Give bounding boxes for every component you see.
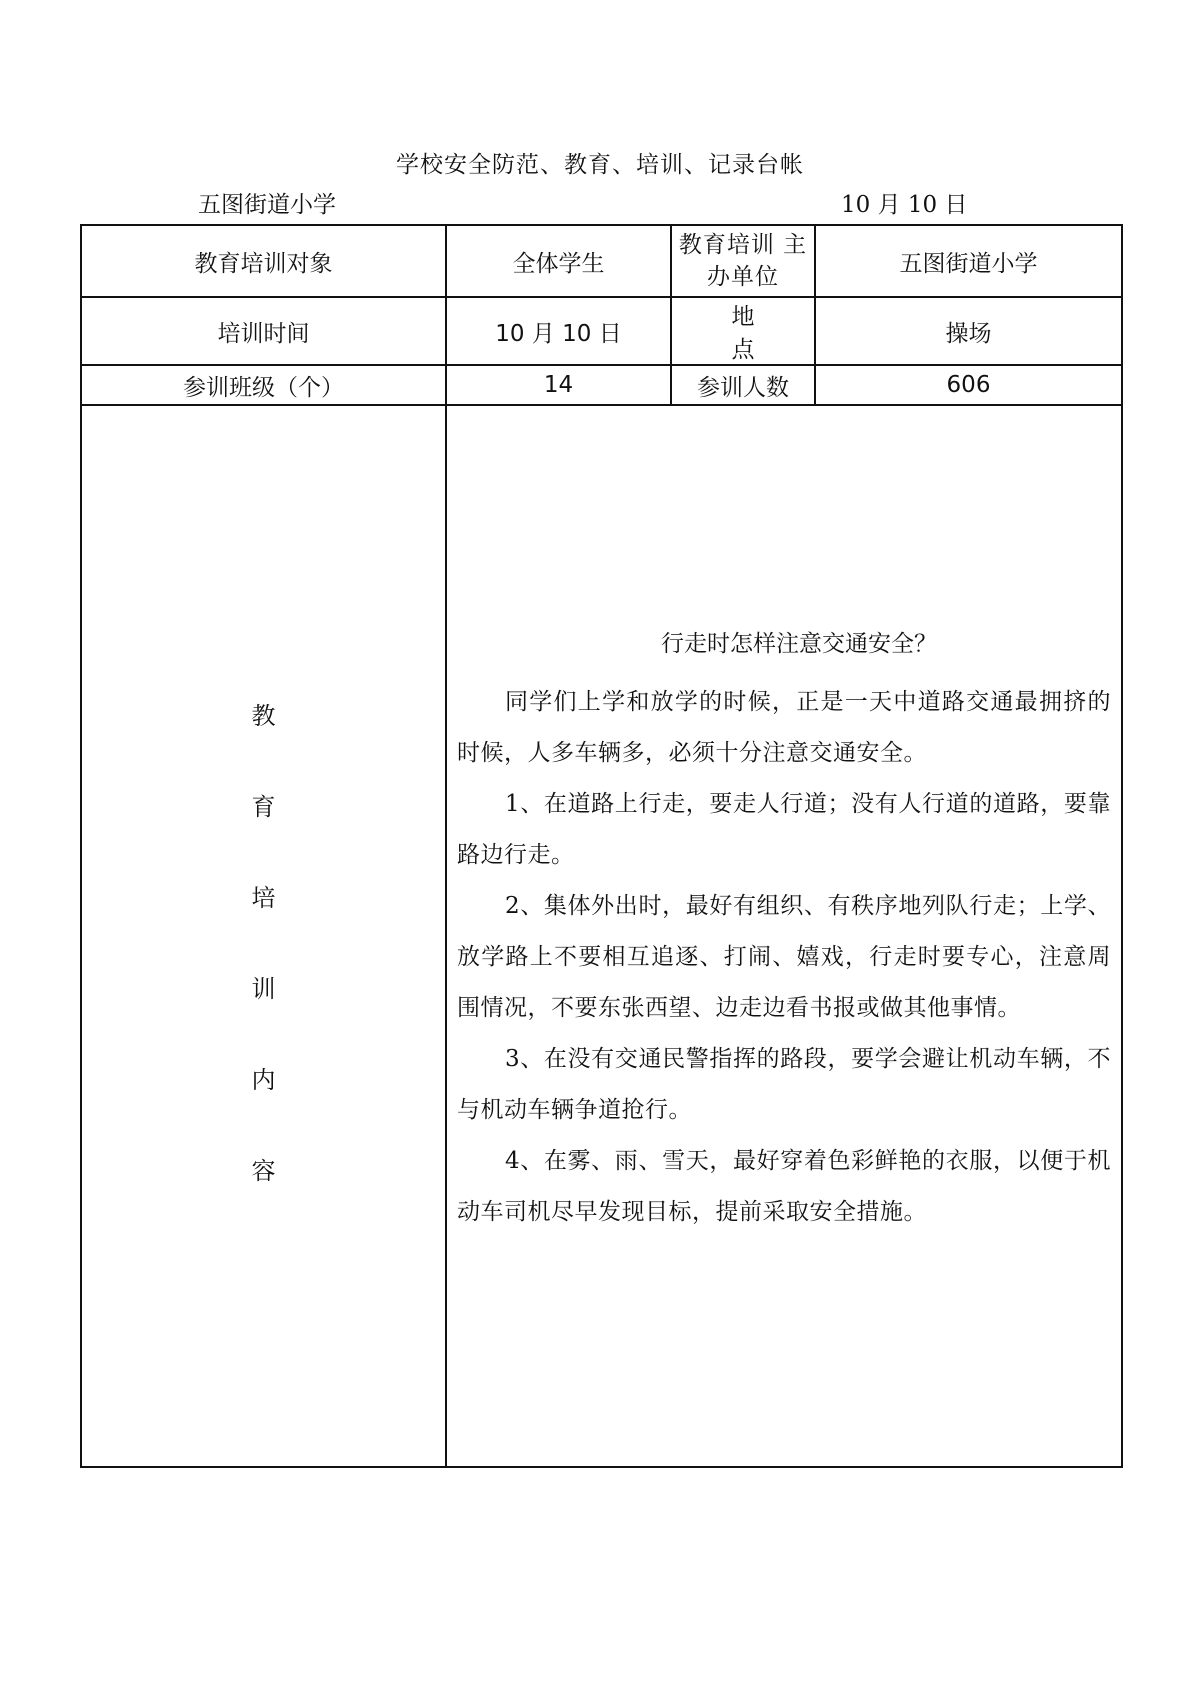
value-training-target: 全体学生 [446, 225, 671, 297]
table-row [81, 225, 1122, 297]
label-training-time: 培训时间 [81, 297, 446, 365]
value-participant-count: 606 [815, 365, 1122, 405]
label-participant-count: 参训人数 [671, 365, 815, 405]
content-label-char: 容 [251, 1157, 276, 1185]
value-training-time: 10 月 10 日 [446, 297, 671, 365]
record-date: 10 月 10 日 [841, 192, 968, 218]
content-label-cell [81, 405, 446, 1467]
content-paragraph: 1、在道路上行走，要走人行道；没有人行道的道路，要靠路边行走。 [457, 791, 1111, 868]
document-title: 学校安全防范、教育、培训、记录台帐 [396, 152, 804, 178]
value-class-count: 14 [446, 365, 671, 405]
content-label-char: 训 [251, 975, 276, 1003]
label-organizer: 教育培训 主办单位 [671, 225, 815, 297]
content-label-char: 培 [251, 884, 276, 912]
content-label-vertical [82, 406, 445, 1466]
value-place: 操场 [815, 297, 1122, 365]
content-label-char: 育 [251, 793, 276, 821]
table-row [81, 297, 1122, 365]
content-heading: 行走时怎样注意交通安全？ [661, 631, 937, 657]
ledger-table [80, 224, 1123, 1468]
value-organizer: 五图街道小学 [815, 225, 1122, 297]
content-paragraph: 同学们上学和放学的时候，正是一天中道路交通最拥挤的时候，人多车辆多，必须十分注意交通安全。 [457, 689, 1111, 766]
content-paragraph: 4、在雾、雨、雪天，最好穿着色彩鲜艳的衣服，以便于机动车司机尽早发现目标，提前采取安全措施。 [457, 1148, 1111, 1225]
content-label-char: 教 [251, 702, 276, 730]
label-training-target: 教育培训对象 [81, 225, 446, 297]
label-place: 地点 [671, 297, 815, 365]
content-paragraph: 3、在没有交通民警指挥的路段，要学会避让机动车辆，不与机动车辆争道抢行。 [457, 1046, 1111, 1123]
label-class-count: 参训班级（个） [81, 365, 446, 405]
school-name: 五图街道小学 [198, 192, 336, 218]
training-content-cell [446, 405, 1122, 1467]
content-label-char: 内 [251, 1066, 276, 1094]
table-row [81, 365, 1122, 405]
content-paragraph: 2、集体外出时，最好有组织、有秩序地列队行走；上学、放学路上不要相互追逐、打闹、嬉戏，行走时要专心，注意周围情况，不要东张西望、边走边看书报或做其他事情。 [457, 893, 1111, 1021]
table-row [81, 405, 1122, 1467]
